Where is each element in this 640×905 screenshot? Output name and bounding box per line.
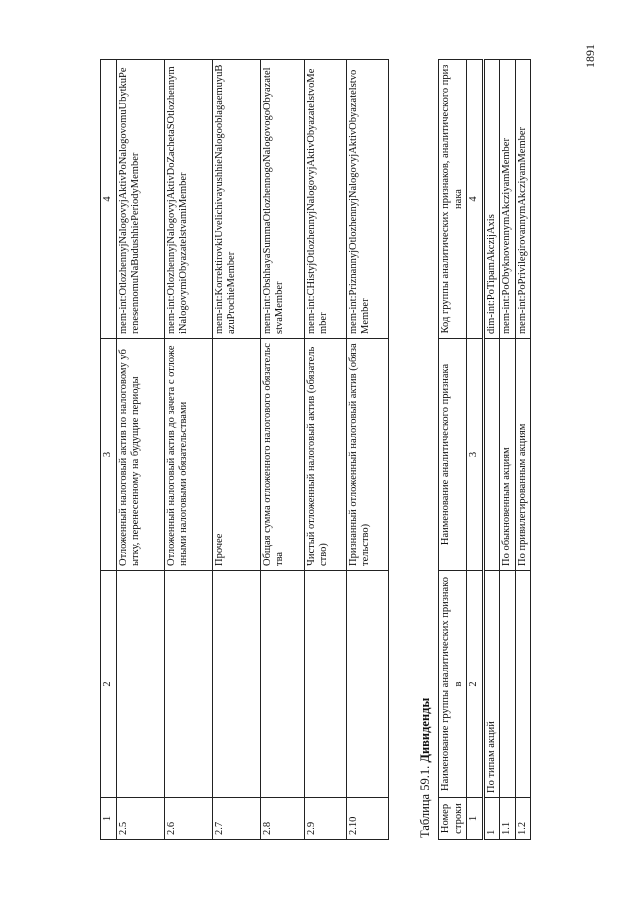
table-row	[500, 60, 516, 840]
feature-name: Отложенный налоговый актив до зачета с отложенными налоговыми обязательствами	[164, 339, 212, 571]
feature-name	[483, 339, 500, 571]
feature-name: Общая сумма отложенного налогового обязательства	[260, 339, 304, 571]
table-row	[483, 60, 500, 840]
column-number-2: 2	[467, 571, 484, 798]
caption-prefix: Таблица 59.1.	[418, 765, 432, 838]
feature-code: mem-int:PoPrivilegirovannymAkcziyamMember	[515, 60, 531, 339]
feature-code: mem-int:PriznannyjOtlozhennyjNalogovyjAktivObyazatelstvoMember	[346, 60, 388, 339]
header-cell-3: 3	[101, 339, 117, 571]
table-caption	[418, 698, 433, 838]
feature-code: mem-int:KorrektirovkiUvelichivayushhieNalogooblagaemuyuBazuProchieMember	[212, 60, 260, 339]
column-number-4: 4	[467, 60, 484, 339]
caption-title: Дивиденды	[418, 697, 432, 763]
feature-name: Чистый отложенный налоговый актив (обязательство)	[304, 339, 346, 571]
table-row	[346, 60, 388, 840]
group-name	[304, 571, 346, 798]
row-number: 2.6	[164, 798, 212, 840]
header-cell-4: 4	[101, 60, 117, 339]
group-name	[116, 571, 164, 798]
header-row-number: Номер строки	[439, 798, 467, 840]
feature-name: По обыкновенным акциям	[500, 339, 516, 571]
column-number-3: 3	[467, 339, 484, 571]
table-number-row	[467, 60, 484, 840]
row-number: 1.1	[500, 798, 516, 840]
group-name	[260, 571, 304, 798]
table-row	[164, 60, 212, 840]
table-row	[260, 60, 304, 840]
continuation-table	[100, 59, 389, 840]
table-header-row	[439, 60, 467, 840]
page-number: 1891	[583, 44, 597, 68]
dividends-table	[438, 59, 531, 840]
group-name	[515, 571, 531, 798]
header-feature-code: Код группы аналитических признаков, аналитического признака	[439, 60, 467, 339]
feature-code: dim-int:PoTipamAkczijAxis	[483, 60, 500, 339]
table-row	[515, 60, 531, 840]
row-number: 2.7	[212, 798, 260, 840]
rotated-page	[100, 60, 528, 840]
header-group-name: Наименование группы аналитических признаков	[439, 571, 467, 798]
column-number-1: 1	[467, 798, 484, 840]
table-row	[304, 60, 346, 840]
feature-code: mem-int:ObshhayaSummaOtlozhennogoNalogovogoObyazatelstvaMember	[260, 60, 304, 339]
feature-name: По привилегированным акциям	[515, 339, 531, 571]
table-header-row	[101, 60, 117, 840]
group-name	[164, 571, 212, 798]
table-row	[116, 60, 164, 840]
feature-name: Прочее	[212, 339, 260, 571]
header-cell-2: 2	[101, 571, 117, 798]
row-number: 1.2	[515, 798, 531, 840]
group-name: По типам акций	[483, 571, 500, 798]
feature-code: mem-int:PoObyknovennymAkcziyamMember	[500, 60, 516, 339]
feature-name: Признанный отложенный налоговый актив (обязательство)	[346, 339, 388, 571]
feature-code: mem-int:OtlozhennyjNalogovyjAktivPoNalogovomuUbytkuPerenesennomuNaBudushhiePeriodyMember	[116, 60, 164, 339]
group-name	[346, 571, 388, 798]
row-number: 2.5	[116, 798, 164, 840]
header-cell-1: 1	[101, 798, 117, 840]
row-number: 1	[483, 798, 500, 840]
row-number: 2.8	[260, 798, 304, 840]
feature-name: Отложенный налоговый актив по налоговому убытку, перенесенному на будущие периоды	[116, 339, 164, 571]
row-number: 2.9	[304, 798, 346, 840]
row-number: 2.10	[346, 798, 388, 840]
feature-code: mem-int:OtlozhennyjNalogovyjAktivDoZachetaSOtlozhennymiNalogovymiObyazatelstvamiMember	[164, 60, 212, 339]
feature-code: mem-int:CHistyjOtlozhennyjNalogovyjAktivObyazatelstvoMember	[304, 60, 346, 339]
group-name	[500, 571, 516, 798]
header-feature-name: Наименование аналитического признака	[439, 339, 467, 571]
table-row	[212, 60, 260, 840]
group-name	[212, 571, 260, 798]
